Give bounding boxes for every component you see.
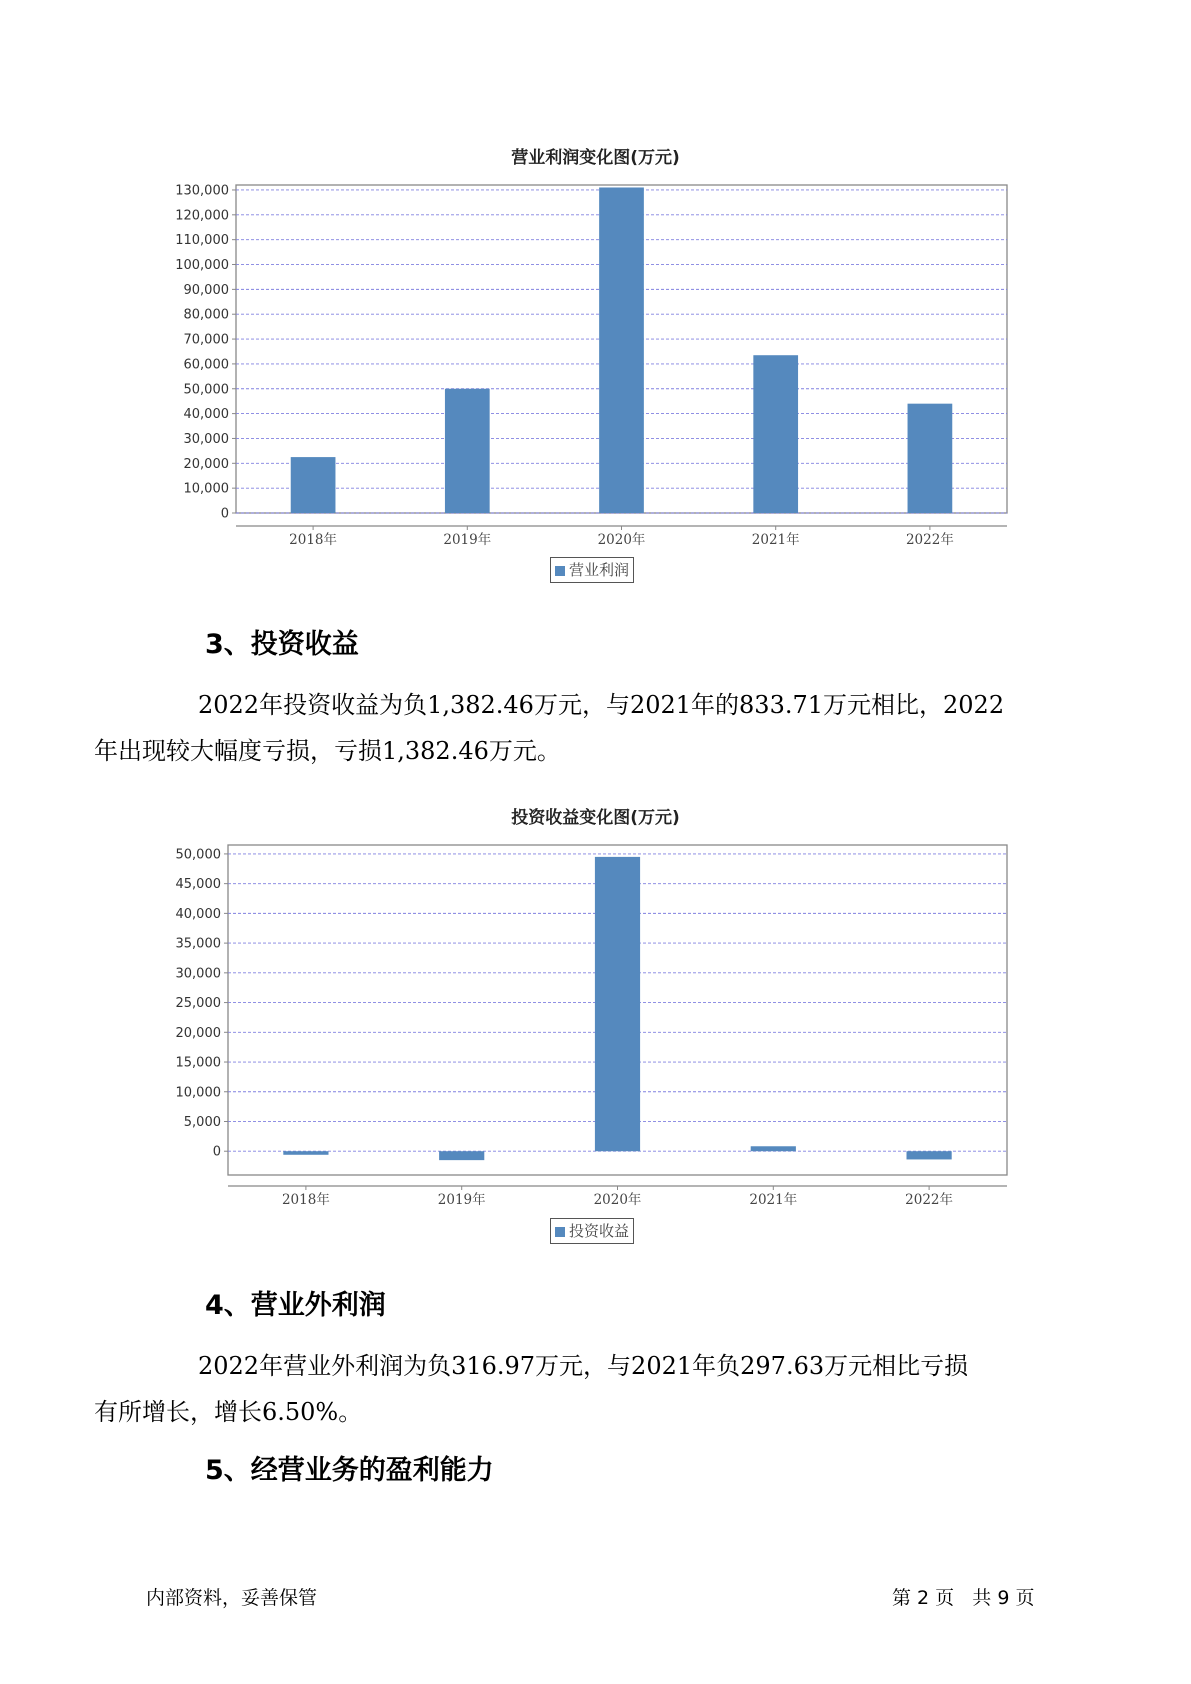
x-tick-label: 2019年: [443, 532, 492, 548]
legend-label: 营业利润: [569, 561, 630, 579]
x-tick-label: 2021年: [749, 1192, 798, 1208]
section4-heading: 4、营业外利润: [205, 1290, 386, 1321]
y-tick-label: 30,000: [183, 431, 229, 447]
x-tick-label: 2019年: [437, 1192, 486, 1208]
y-tick-label: 130,000: [175, 183, 229, 199]
chart1-title: 营业利润变化图(万元): [511, 148, 680, 168]
y-tick-label: 45,000: [175, 877, 221, 893]
y-tick-label: 0: [212, 1144, 221, 1160]
y-tick-label: 110,000: [175, 233, 229, 249]
y-tick-label: 10,000: [183, 481, 229, 497]
footer-page-number: 第 2 页 共 9 页: [892, 1587, 1035, 1609]
x-tick-label: 2021年: [751, 532, 800, 548]
y-tick-label: 50,000: [175, 847, 221, 863]
bar-2018年: [283, 1151, 328, 1155]
y-tick-label: 20,000: [175, 1025, 221, 1041]
bar-2022年: [907, 1151, 952, 1159]
bar-2021年: [751, 1146, 796, 1151]
y-tick-label: 30,000: [175, 966, 221, 982]
x-tick-label: 2022年: [905, 532, 954, 548]
y-tick-label: 70,000: [183, 332, 229, 348]
y-tick-label: 40,000: [175, 906, 221, 922]
bar-2020年: [595, 857, 640, 1151]
y-tick-label: 10,000: [175, 1085, 221, 1101]
y-tick-label: 80,000: [183, 307, 229, 323]
chart2-title: 投资收益变化图(万元): [511, 808, 680, 828]
bar-2019年: [439, 1151, 484, 1160]
y-tick-label: 120,000: [175, 208, 229, 224]
section3-heading: 3、投资收益: [205, 629, 359, 660]
x-tick-label: 2022年: [905, 1192, 954, 1208]
section5-heading: 5、经营业务的盈利能力: [205, 1455, 494, 1486]
y-tick-label: 0: [220, 506, 229, 522]
section4-line1: 2022年营业外利润为负316.97万元，与2021年负297.63万元相比亏损: [198, 1352, 969, 1380]
section3-line1: 2022年投资收益为负1,382.46万元，与2021年的833.71万元相比，2022: [198, 691, 1005, 719]
y-tick-label: 35,000: [175, 936, 221, 952]
x-tick-label: 2018年: [289, 532, 338, 548]
legend-label: 投资收益: [569, 1222, 630, 1240]
y-tick-label: 50,000: [183, 382, 229, 398]
section4-paragraph: [94, 1343, 1076, 1435]
chart2-legend: [550, 1218, 634, 1244]
x-tick-label: 2018年: [281, 1192, 330, 1208]
x-tick-label: 2020年: [597, 532, 646, 548]
section4-line2: 有所增长，增长6.50%。: [94, 1398, 363, 1426]
y-tick-label: 100,000: [175, 258, 229, 274]
y-tick-label: 15,000: [175, 1055, 221, 1071]
legend-swatch: [555, 1227, 565, 1237]
y-tick-label: 20,000: [183, 456, 229, 472]
footer-confidential: 内部资料，妥善保管: [146, 1587, 318, 1609]
section3-line2: 年出现较大幅度亏损，亏损1,382.46万元。: [94, 737, 561, 765]
y-tick-label: 60,000: [183, 357, 229, 373]
y-tick-label: 5,000: [183, 1114, 221, 1130]
y-tick-label: 40,000: [183, 407, 229, 423]
x-tick-label: 2020年: [593, 1192, 642, 1208]
y-tick-label: 25,000: [175, 996, 221, 1012]
y-tick-label: 90,000: [183, 282, 229, 298]
